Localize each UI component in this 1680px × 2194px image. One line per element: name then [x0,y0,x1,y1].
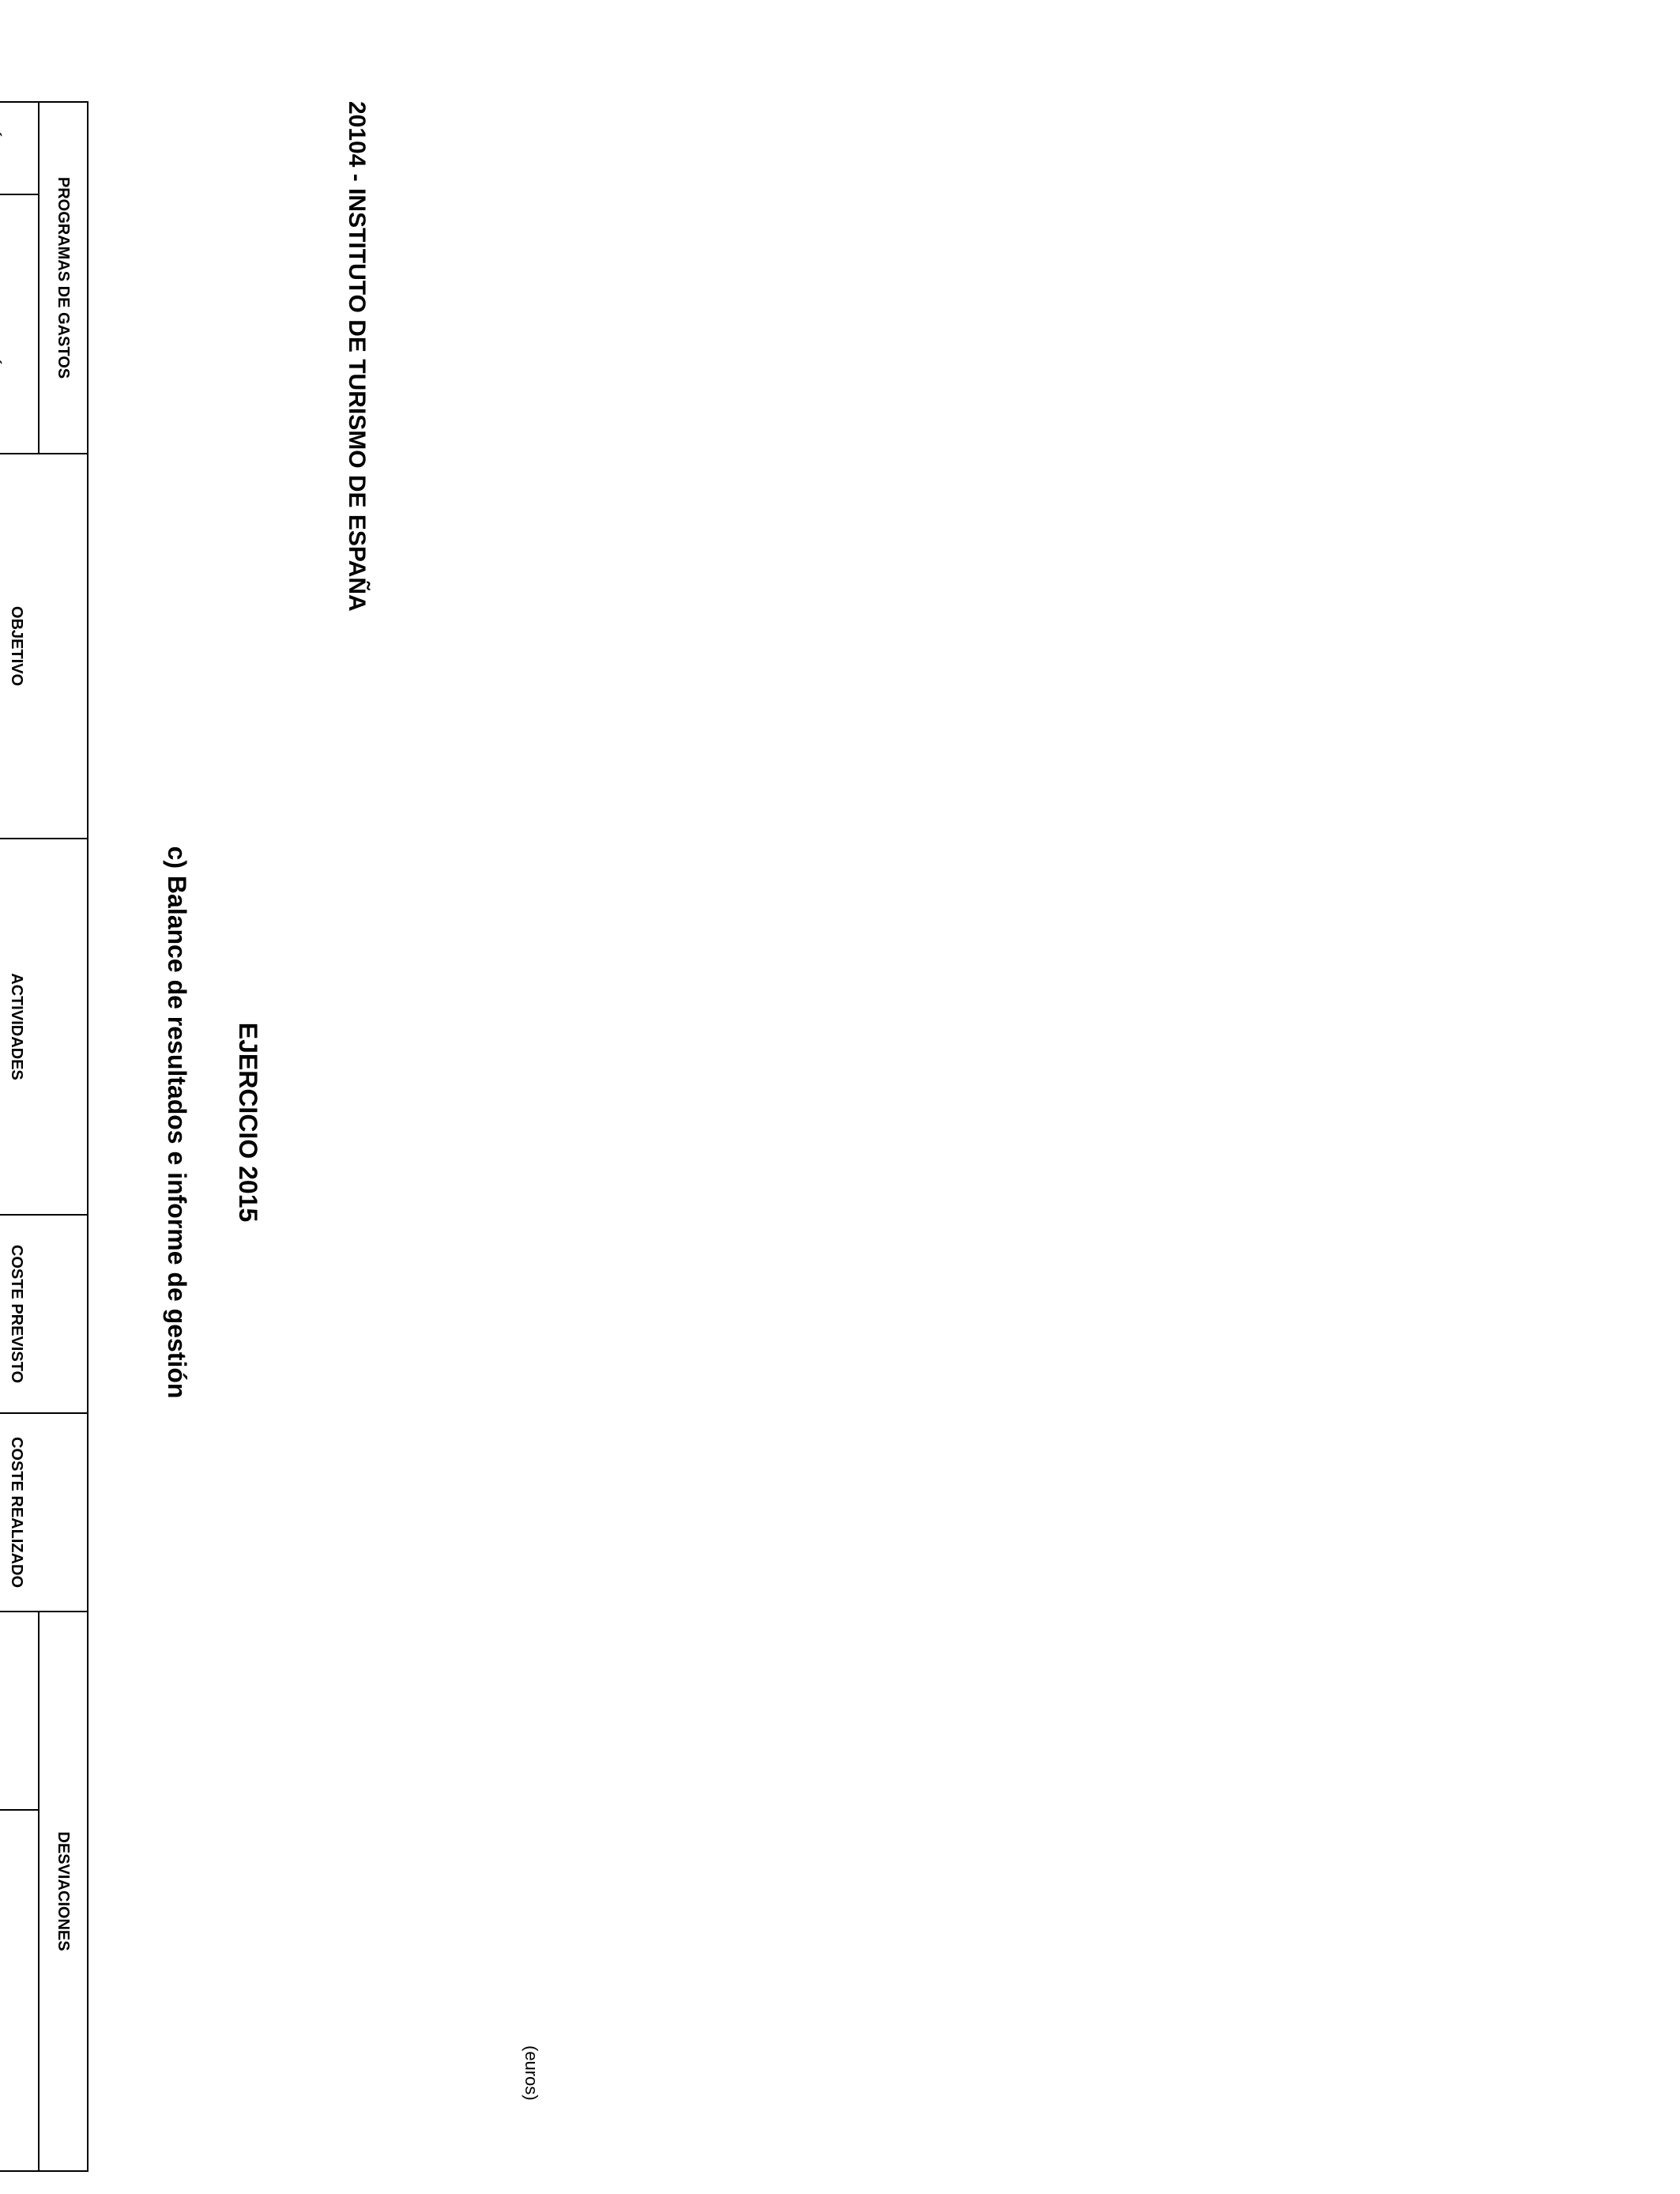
header-porcentaje [0,1810,39,2171]
header-descripcion [0,194,39,454]
header-objetivo: OBJETIVO [0,454,88,839]
entity-title: 20104 - INSTITUTO DE TURISMO DE ESPAÑA [344,101,370,612]
header-row-1 [39,102,88,2171]
header-codigo [0,102,39,194]
unit-label: (euros) [522,2045,541,2101]
header-desviaciones: DESVIACIONES [39,1612,88,2171]
header-actividades: ACTIVIDADES [0,839,88,1215]
header-coste-previsto: COSTE PREVISTO [0,1215,88,1413]
section-title: c) Balance de resultados e informe de gestión [163,846,191,1399]
results-table [0,101,89,2172]
header-programas: PROGRAMAS DE GASTOS [39,102,88,454]
header-absolutas [0,1612,39,1810]
exercise-title: EJERCICIO 2015 [234,1022,262,1223]
header-coste-realizado: COSTE REALIZADO [0,1413,88,1612]
